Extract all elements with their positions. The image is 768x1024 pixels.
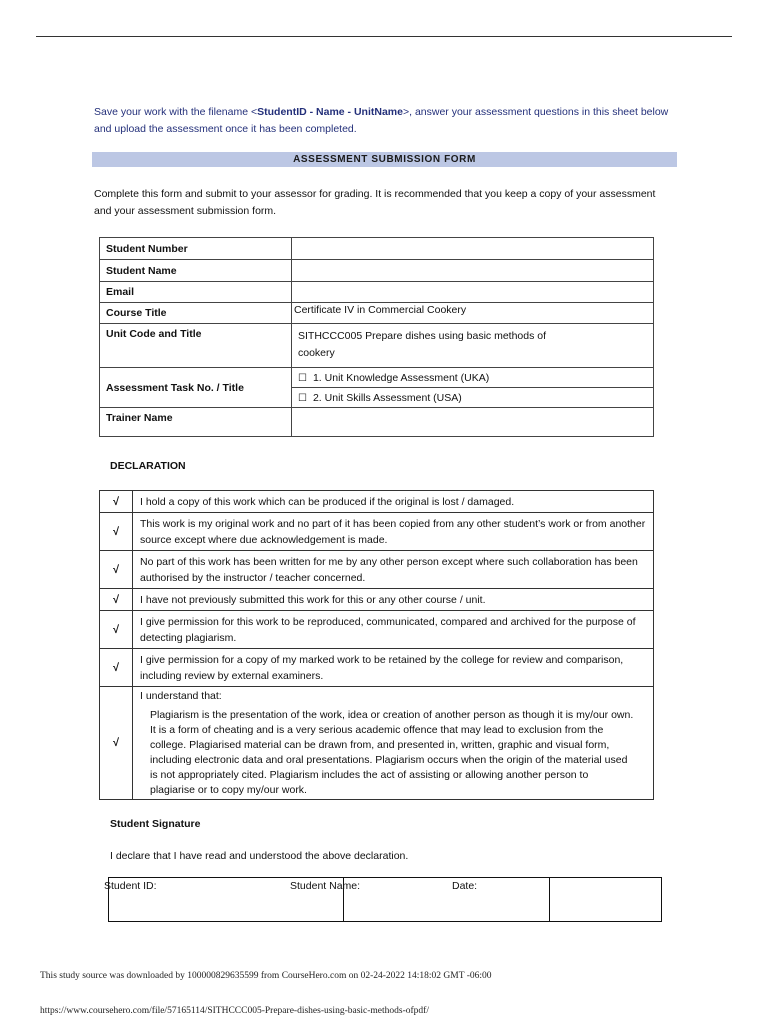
date-label: Date: <box>452 880 478 892</box>
checkbox-icon[interactable]: ☐ <box>298 372 307 384</box>
instructions-line1: Complete this form and submit to your assessor for grading. It is recommended that you keep a copy of your assessment <box>94 188 656 200</box>
unit-code-label: Unit Code and Title <box>100 324 292 368</box>
unit-value-line1: SITHCCC005 Prepare dishes using basic methods of <box>298 330 547 342</box>
tick-icon: √ <box>100 513 133 551</box>
plagiarism-intro: I understand that: <box>140 690 222 702</box>
student-number-field[interactable] <box>292 238 654 260</box>
student-name-label: Student Name <box>100 260 292 282</box>
intro-filename: StudentID - Name - UnitName <box>257 106 403 118</box>
declaration-item: I have not previously submitted this work for this or any other course / unit. <box>133 589 654 611</box>
declaration-heading: DECLARATION <box>110 460 186 472</box>
declaration-item: No part of this work has been written for me by any other person except where such collaboration has been authorised by the instructor / teacher concerned. <box>133 551 654 589</box>
tick-icon: √ <box>100 611 133 649</box>
signature-heading: Student Signature <box>110 818 201 830</box>
trainer-name-field[interactable] <box>292 408 654 437</box>
plagiarism-body: Plagiarism is the presentation of the work, idea or creation of another person as though it is my/our own. It is a form of cheating and is a very serious academic offence that may lead to exclusion from the college. Plagiarised material can be drawn from, and presented in, written, graphic and visual form, including electronic data and oral presentations. Plagiarism occurs when the origin of the material used is not appropriately cited. Plagiarism includes the act of assisting or allowing another person to plagiarise or to copy my/our work. <box>150 709 634 796</box>
assessment-task-label: Assessment Task No. / Title <box>100 368 292 408</box>
student-id-label: Student ID: <box>104 880 157 892</box>
date-field[interactable] <box>344 878 550 922</box>
signature-table <box>108 877 662 922</box>
checkbox-icon[interactable]: ☐ <box>298 392 307 404</box>
declaration-table <box>99 490 654 800</box>
signature-declaration: I declare that I have read and understood the above declaration. <box>110 850 409 862</box>
tick-icon: √ <box>100 551 133 589</box>
student-name-field[interactable] <box>292 260 654 282</box>
task1-label: 1. Unit Knowledge Assessment (UKA) <box>312 371 490 384</box>
course-title-value[interactable]: Certificate IV in Commercial Cookery <box>292 303 654 324</box>
declaration-item: This work is my original work and no part of it has been copied from any other student’s work or from another source except where due acknowledgement is made. <box>133 513 654 551</box>
tick-icon: √ <box>100 687 133 800</box>
signature-extra-field[interactable] <box>550 878 662 922</box>
intro-line2: and upload the assessment once it has been completed. <box>94 123 357 135</box>
instructions-line2: and your assessment submission form. <box>94 205 277 217</box>
student-number-label: Student Number <box>100 238 292 260</box>
email-label: Email <box>100 282 292 303</box>
student-info-table <box>99 237 654 437</box>
unit-value-line2: cookery <box>298 347 335 359</box>
declaration-item: I give permission for this work to be reproduced, communicated, compared and archived for the purpose of detecting plagiarism. <box>133 611 654 649</box>
source-url[interactable]: https://www.coursehero.com/file/57165114/SITHCCC005-Prepare-dishes-using-basic-methods-ofpdf/ <box>40 1006 429 1016</box>
task-option-usa[interactable] <box>292 388 654 408</box>
intro-part2: >, answer your assessment questions in this sheet below <box>402 106 669 118</box>
tick-icon: √ <box>100 649 133 687</box>
task2-label: 2. Unit Skills Assessment (USA) <box>312 391 462 404</box>
form-title-banner: ASSESSMENT SUBMISSION FORM <box>92 152 677 167</box>
task-option-uka[interactable] <box>292 368 654 388</box>
intro-text <box>94 104 694 138</box>
top-rule <box>36 36 732 37</box>
unit-code-value[interactable] <box>292 324 654 368</box>
tick-icon: √ <box>100 589 133 611</box>
tick-icon: √ <box>100 491 133 513</box>
trainer-name-label: Trainer Name <box>100 408 292 437</box>
declaration-item-plagiarism <box>133 687 654 800</box>
download-note: This study source was downloaded by 100000829635599 from CourseHero.com on 02-24-2022 14:18:02 GMT -06:00 <box>40 971 492 981</box>
course-title-label: Course Title <box>100 303 292 324</box>
email-field[interactable] <box>292 282 654 303</box>
instructions <box>94 186 694 220</box>
declaration-item: I give permission for a copy of my marked work to be retained by the college for review and comparison, including review by external examiners. <box>133 649 654 687</box>
intro-part1: Save your work with the filename < <box>94 106 258 118</box>
declaration-item: I hold a copy of this work which can be produced if the original is lost / damaged. <box>133 491 654 513</box>
student-name-signature-label: Student Name: <box>290 880 361 892</box>
